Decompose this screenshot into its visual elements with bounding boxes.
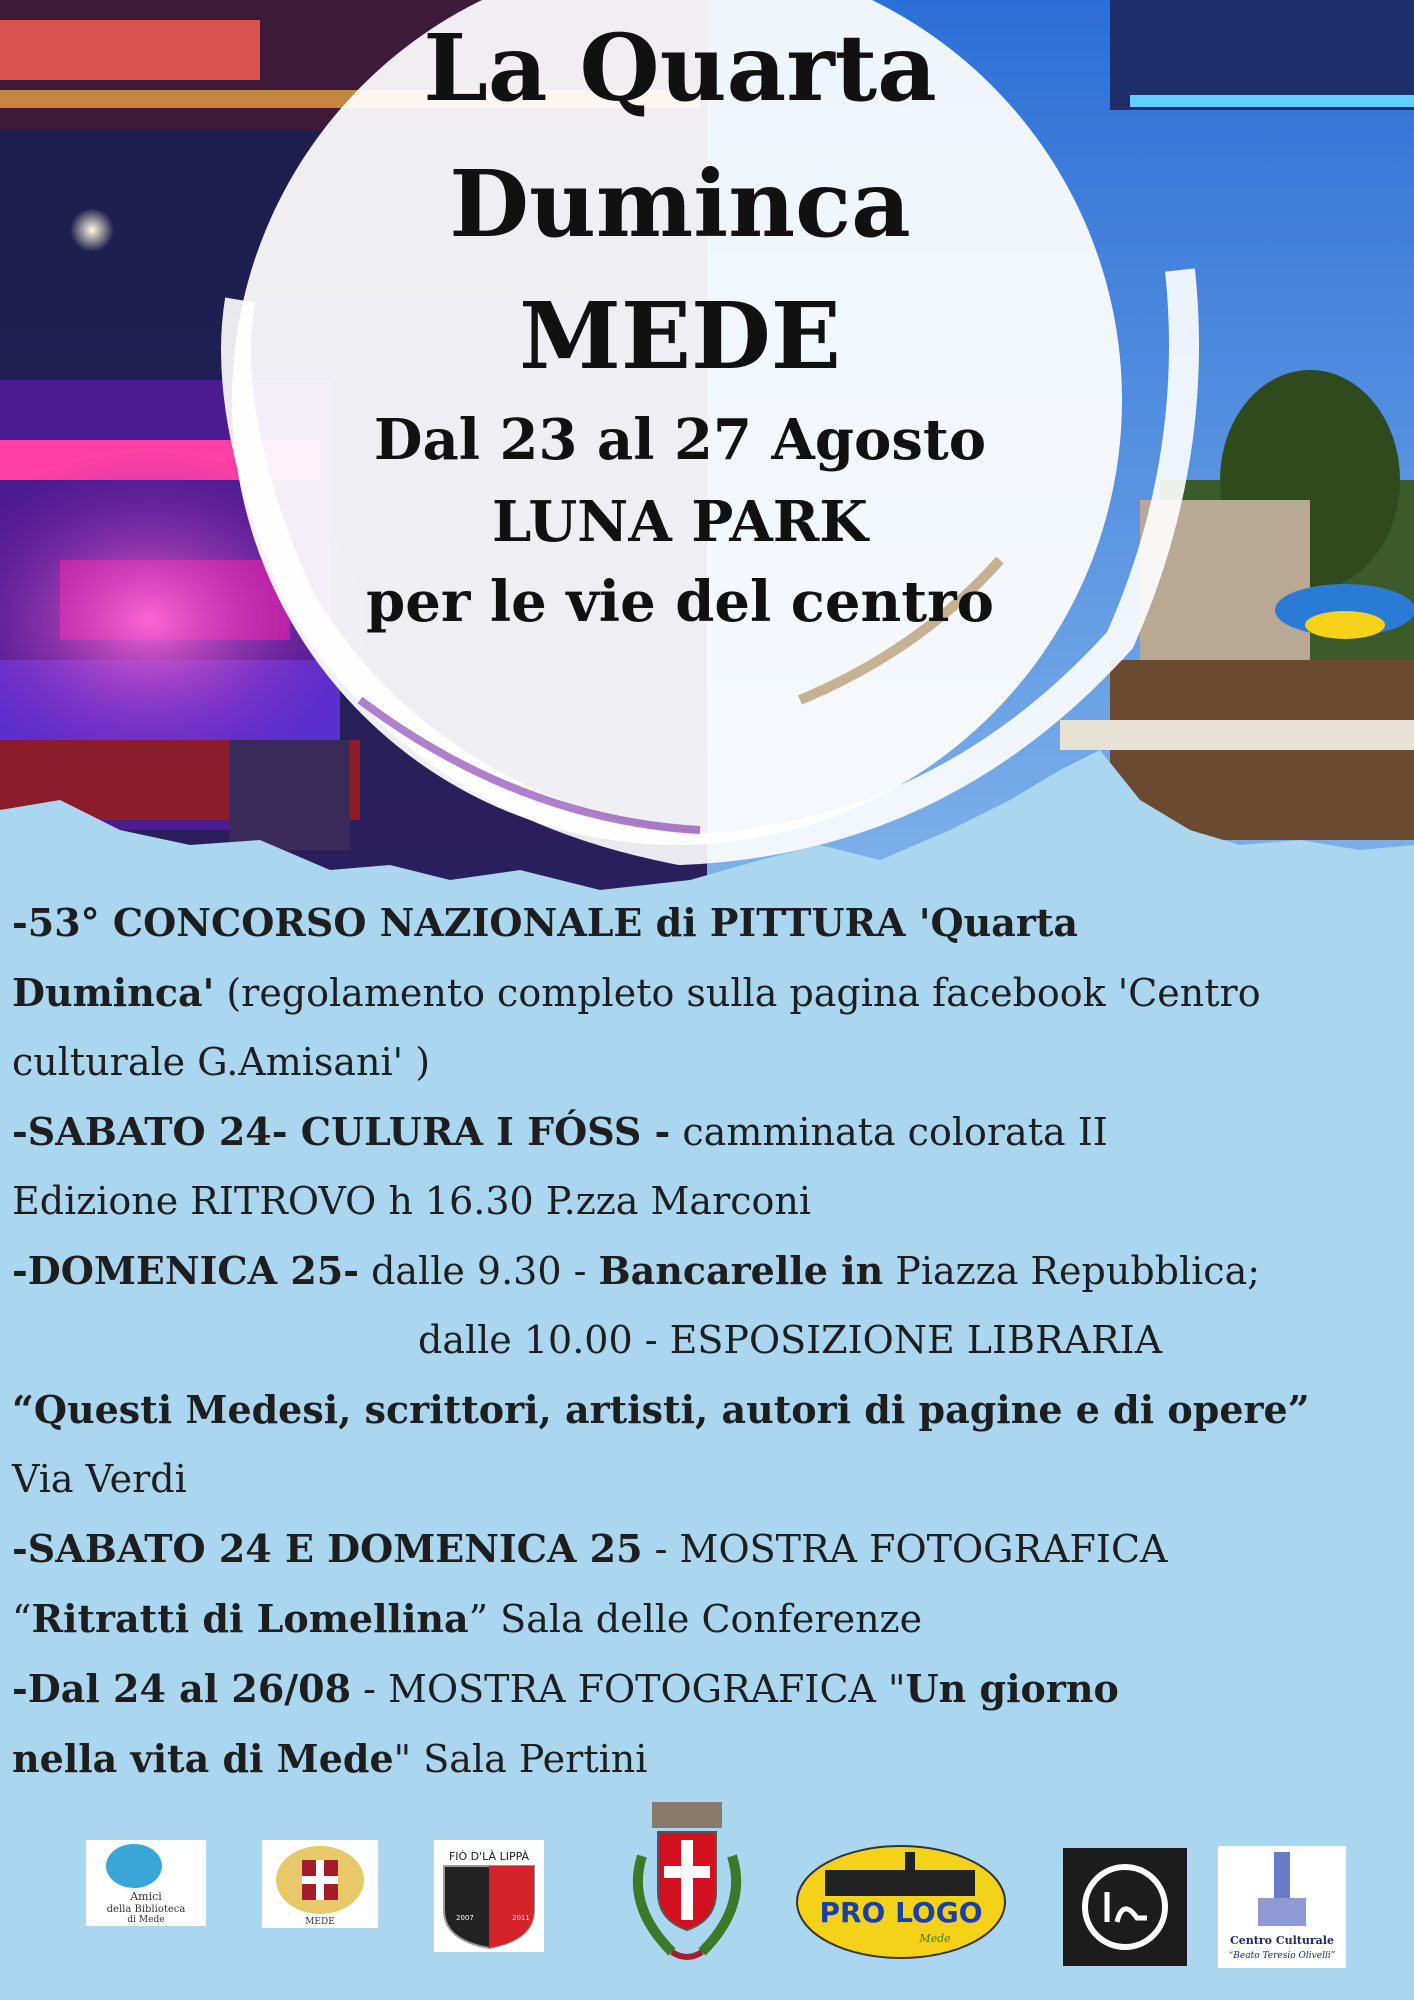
fio-year-right: 2011 bbox=[512, 1914, 530, 1922]
program-item-5-exhibit-title: Un giorno bbox=[905, 1666, 1119, 1711]
program-item-4-text: - MOSTRA FOTOGRAFICA bbox=[642, 1527, 1168, 1571]
prologo-sub: Mede bbox=[919, 1932, 951, 1945]
program-item-3-line3 bbox=[12, 1375, 1407, 1445]
program-item-3-stalls: Bancarelle in bbox=[598, 1248, 884, 1293]
program-item-4-place: ” Sala delle Conferenze bbox=[468, 1597, 923, 1641]
title-line-3: MEDE bbox=[519, 282, 841, 390]
program-item-5-place: " Sala Pertini bbox=[393, 1737, 648, 1781]
event-line: LUNA PARK bbox=[492, 489, 868, 555]
amici-biblioteca-logo bbox=[86, 1840, 206, 1926]
mede-coat-of-arms bbox=[612, 1796, 762, 1972]
amici-line1: Amici bbox=[130, 1890, 162, 1903]
program-item-3-place: Piazza Repubblica; bbox=[883, 1249, 1261, 1293]
centro-line2: “Beato Teresio Olivelli” bbox=[1228, 1951, 1336, 1961]
program-item-3 bbox=[12, 1236, 1407, 1306]
program-item-1-title: -53° CONCORSO NAZIONALE di PITTURA 'Quarta bbox=[12, 900, 1079, 945]
program-item-3-line2: dalle 10.00 - ESPOSIZIONE LIBRARIA bbox=[418, 1318, 1163, 1362]
location-line: per le vie del centro bbox=[366, 569, 994, 635]
program-item-1-title-end: Duminca' bbox=[12, 970, 215, 1015]
centro-culturale-logo bbox=[1218, 1846, 1346, 1968]
title-line-2: Duminca bbox=[449, 150, 911, 258]
title-line-1: La Quarta bbox=[423, 14, 937, 122]
program-item-4 bbox=[12, 1514, 1407, 1584]
fio-dla-lippa-logo bbox=[434, 1840, 544, 1952]
program-item-4-line2 bbox=[12, 1584, 1407, 1654]
prologo-label: PRO LOGO bbox=[819, 1896, 983, 1929]
program-item-4-exhibit-title: Ritratti di Lomellina bbox=[31, 1596, 469, 1641]
mede-crest-logo bbox=[262, 1840, 378, 1928]
pro-logo-mede-logo bbox=[795, 1842, 1007, 1960]
centro-line1: Centro Culturale bbox=[1230, 1934, 1334, 1947]
program-item-4-title: -SABATO 24 E DOMENICA 25 bbox=[12, 1526, 643, 1571]
fio-label: FIÒ D'LÀ LIPPÀ bbox=[448, 1850, 530, 1863]
program-item-3-title: -DOMENICA 25- bbox=[12, 1248, 359, 1293]
program-list bbox=[12, 888, 1407, 1794]
program-item-5-text: - MOSTRA FOTOGRAFICA " bbox=[351, 1667, 906, 1711]
program-item-1-line3: culturale G.Amisani' ) bbox=[12, 1040, 431, 1084]
program-item-3-time: dalle 9.30 - bbox=[358, 1249, 599, 1293]
amici-line2: della Biblioteca bbox=[106, 1904, 186, 1915]
program-item-2 bbox=[12, 1097, 1407, 1167]
program-item-5-line2 bbox=[12, 1724, 1407, 1794]
program-item-1-line2 bbox=[12, 958, 1407, 1028]
program-item-2-line2: Edizione RITROVO h 16.30 P.zza Marconi bbox=[12, 1179, 812, 1223]
program-item-1-text: (regolamento completo sulla pagina facebook 'Centro bbox=[214, 971, 1261, 1015]
program-item-2-text: camminata colorata II bbox=[670, 1110, 1108, 1154]
program-item-3-line4: Via Verdi bbox=[12, 1457, 187, 1501]
mede-crest-label: MEDE bbox=[305, 1917, 335, 1927]
program-item-5 bbox=[12, 1654, 1407, 1724]
quote-open: “ bbox=[12, 1597, 32, 1641]
program-item-5-title: -Dal 24 al 26/08 bbox=[12, 1666, 352, 1711]
program-item-5-exhibit-title-end: nella vita di Mede bbox=[12, 1736, 394, 1781]
amici-line3: di Mede bbox=[127, 1915, 165, 1925]
program-item-2-title: -SABATO 24- CULURA I FÓSS - bbox=[12, 1109, 671, 1154]
dates-line: Dal 23 al 27 Agosto bbox=[373, 407, 987, 473]
sponsor-logos bbox=[0, 1790, 1414, 1980]
program-item-3-exhibit-title: “Questi Medesi, scrittori, artisti, autori di pagine e di opere” bbox=[12, 1387, 1310, 1432]
black-circle-logo bbox=[1063, 1848, 1187, 1966]
fio-year-left: 2007 bbox=[456, 1914, 474, 1922]
program-item-1 bbox=[12, 888, 1407, 958]
